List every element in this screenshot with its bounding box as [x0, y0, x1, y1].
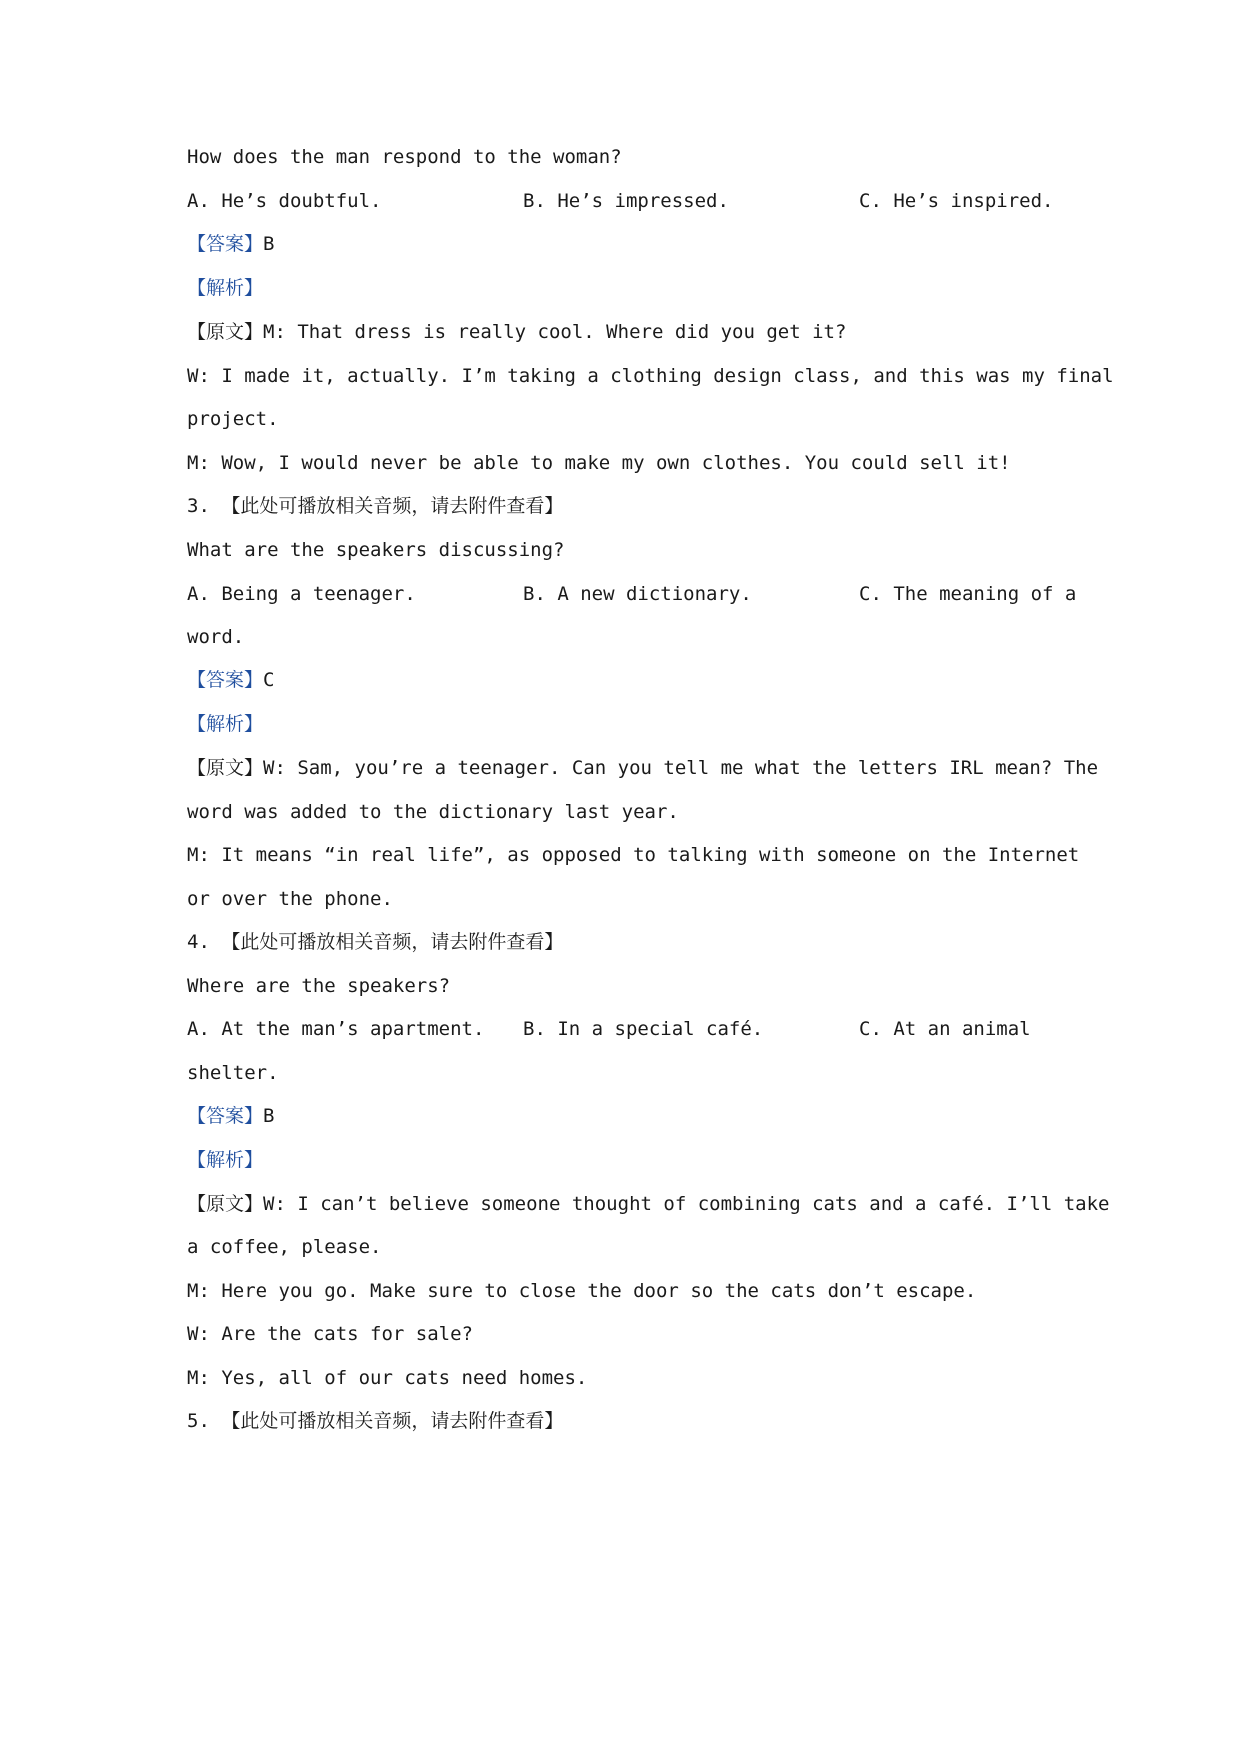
source-tag: 【原文】 [187, 321, 264, 343]
transcript-4-line-3: M: Here you go. Make sure to close the door so the cats don’t escape. [187, 1280, 977, 1302]
transcript-4-line-5: M: Yes, all of our cats need homes. [187, 1367, 588, 1389]
answer-value: B [263, 233, 275, 255]
question-5-header [187, 1409, 1107, 1433]
option-a: A. He’s doubtful. [187, 190, 382, 212]
option-b: B. A new dictionary. [523, 583, 752, 605]
answer-tag: 【答案】 [187, 1105, 264, 1127]
analysis-tag: 【解析】 [187, 277, 264, 299]
question-3-option-cont: word. [187, 626, 245, 648]
question-2-text: How does the man respond to the woman? [187, 146, 622, 168]
option-b: B. He’s impressed. [523, 190, 729, 212]
answer-line-3 [187, 668, 1107, 692]
question-4-option-cont: shelter. [187, 1062, 279, 1084]
transcript-4-line-1 [187, 1192, 1110, 1216]
transcript-4-line-4: W: Are the cats for sale? [187, 1323, 473, 1345]
transcript-4-line-2: a coffee, please. [187, 1236, 382, 1258]
transcript-3-line-3: M: It means “in real life”, as opposed to talking with someone on the Internet [187, 844, 1080, 866]
answer-value: B [263, 1105, 275, 1127]
source-tag: 【原文】 [187, 1193, 264, 1215]
audio-note: 【此处可播放相关音频，请去附件查看】 [221, 1410, 564, 1432]
answer-line-2 [187, 232, 1107, 256]
answer-line-4 [187, 1104, 1107, 1128]
option-c: C. At an animal [859, 1018, 1031, 1040]
audio-note: 【此处可播放相关音频，请去附件查看】 [221, 931, 564, 953]
transcript-3-line-1 [187, 756, 1107, 780]
transcript-text: W: I can’t believe someone thought of combining cats and a café. I’ll take [263, 1193, 1110, 1215]
question-number: 4. [187, 931, 210, 953]
transcript-text: M: That dress is really cool. Where did you get it? [263, 321, 847, 343]
question-3-text: What are the speakers discussing? [187, 539, 565, 561]
option-b: B. In a special café. [523, 1018, 764, 1040]
transcript-3-line-2: word was added to the dictionary last year. [187, 801, 679, 823]
answer-tag: 【答案】 [187, 669, 264, 691]
transcript-2-line-1 [187, 320, 1107, 344]
audio-note: 【此处可播放相关音频，请去附件查看】 [221, 495, 564, 517]
transcript-2-line-4: M: Wow, I would never be able to make my own clothes. You could sell it! [187, 452, 1011, 474]
analysis-tag-4 [187, 1148, 1107, 1172]
option-c: C. The meaning of a [859, 583, 1077, 605]
question-3-options [187, 582, 1107, 606]
question-2-options [187, 189, 1107, 213]
question-3-header [187, 494, 1107, 518]
question-number: 5. [187, 1410, 210, 1432]
analysis-tag-3 [187, 712, 1107, 736]
question-4-options [187, 1017, 1107, 1041]
question-number: 3. [187, 495, 210, 517]
transcript-text: W: Sam, you’re a teenager. Can you tell me what the letters IRL mean? The [263, 757, 1099, 779]
question-4-text: Where are the speakers? [187, 975, 451, 997]
transcript-3-line-4: or over the phone. [187, 888, 393, 910]
analysis-tag-2 [187, 276, 1107, 300]
option-c: C. He’s inspired. [859, 190, 1054, 212]
analysis-tag: 【解析】 [187, 713, 264, 735]
source-tag: 【原文】 [187, 757, 264, 779]
transcript-2-line-2: W: I made it, actually. I’m taking a clothing design class, and this was my final [187, 365, 1114, 387]
analysis-tag: 【解析】 [187, 1149, 264, 1171]
option-a: A. At the man’s apartment. [187, 1018, 485, 1040]
answer-value: C [263, 669, 275, 691]
transcript-2-line-3: project. [187, 408, 279, 430]
option-a: A. Being a teenager. [187, 583, 416, 605]
question-4-header [187, 930, 1107, 954]
answer-tag: 【答案】 [187, 233, 264, 255]
